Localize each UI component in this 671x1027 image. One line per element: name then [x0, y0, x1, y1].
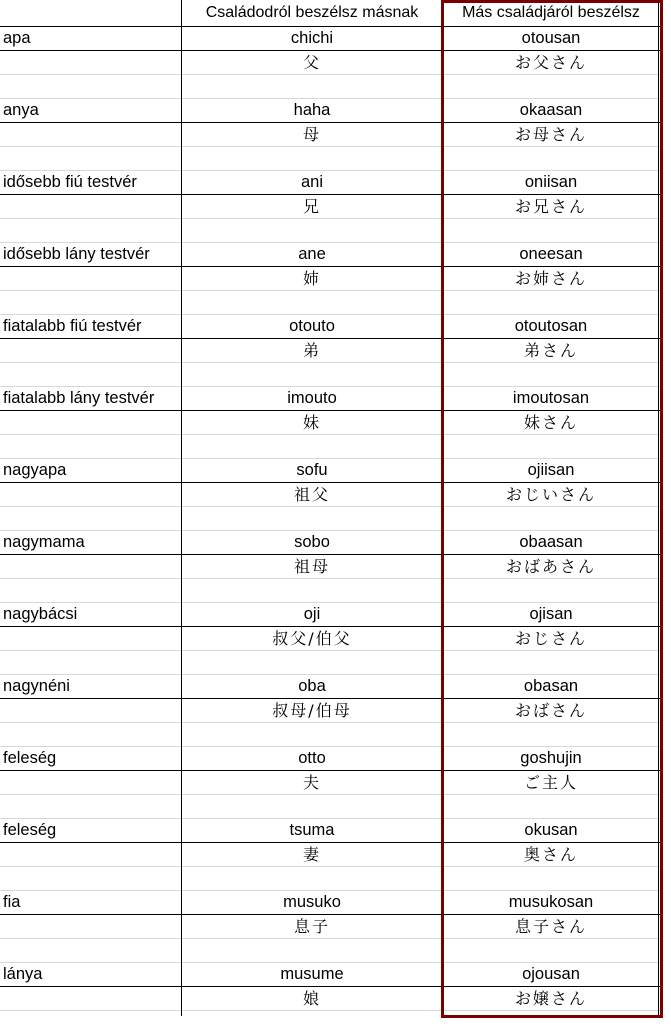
empty-cell[interactable]: [3, 75, 179, 98]
own-family-kanji[interactable]: 弟: [302, 341, 321, 360]
empty-cell[interactable]: [3, 507, 179, 530]
empty-cell[interactable]: [3, 915, 179, 938]
own-family-romaji[interactable]: tsuma: [289, 821, 335, 839]
empty-cell[interactable]: [3, 771, 179, 794]
own-family-romaji[interactable]: ane: [298, 245, 326, 263]
header-own-family[interactable]: Családodról beszélsz másnak: [205, 4, 419, 21]
own-family-kanji[interactable]: 妹: [302, 413, 321, 432]
own-family-kanji[interactable]: 兄: [302, 197, 321, 216]
own-family-romaji[interactable]: sofu: [296, 461, 328, 479]
other-family-romaji[interactable]: oneesan: [519, 245, 583, 263]
relation-label[interactable]: nagyapa: [3, 461, 67, 479]
other-family-kanji[interactable]: お父さん: [514, 53, 587, 72]
empty-cell[interactable]: [182, 651, 442, 674]
other-family-kanji[interactable]: おじさん: [514, 629, 587, 648]
other-family-romaji[interactable]: oniisan: [524, 173, 578, 191]
empty-cell[interactable]: [182, 291, 442, 314]
relation-label[interactable]: apa: [3, 29, 31, 47]
other-family-kanji[interactable]: 奥さん: [523, 845, 578, 864]
empty-cell[interactable]: [182, 219, 442, 242]
relation-label[interactable]: fiatalabb lány testvér: [3, 389, 155, 407]
empty-cell[interactable]: [3, 699, 179, 722]
relation-label[interactable]: fia: [3, 893, 21, 911]
own-family-kanji[interactable]: 姉: [302, 269, 321, 288]
relation-label[interactable]: idősebb fiú testvér: [3, 173, 137, 191]
other-family-kanji[interactable]: 妹さん: [523, 413, 578, 432]
empty-cell[interactable]: [182, 579, 442, 602]
own-family-romaji[interactable]: chichi: [290, 29, 334, 47]
other-family-kanji[interactable]: お姉さん: [514, 269, 587, 288]
relation-label[interactable]: nagybácsi: [3, 605, 78, 623]
own-family-romaji[interactable]: ani: [300, 173, 324, 191]
other-family-romaji[interactable]: imoutosan: [512, 389, 590, 407]
other-family-romaji[interactable]: okaasan: [519, 101, 583, 119]
empty-cell[interactable]: [182, 435, 442, 458]
empty-cell[interactable]: [3, 435, 179, 458]
other-family-romaji[interactable]: otousan: [521, 29, 581, 47]
other-family-kanji[interactable]: ご主人: [523, 773, 578, 792]
own-family-kanji[interactable]: 母: [302, 125, 321, 144]
relation-label[interactable]: lánya: [3, 965, 43, 983]
own-family-kanji[interactable]: 息子: [293, 917, 330, 936]
own-family-romaji[interactable]: imouto: [287, 389, 337, 407]
empty-cell[interactable]: [182, 939, 442, 962]
other-family-romaji[interactable]: ojisan: [529, 605, 573, 623]
relation-label[interactable]: idősebb lány testvér: [3, 245, 150, 263]
own-family-kanji[interactable]: 父: [302, 53, 321, 72]
relation-label[interactable]: feleség: [3, 749, 57, 767]
other-family-romaji[interactable]: otoutosan: [514, 317, 588, 335]
other-family-kanji[interactable]: 弟さん: [523, 341, 578, 360]
empty-cell[interactable]: [3, 795, 179, 818]
own-family-kanji[interactable]: 叔父/伯父: [272, 629, 352, 648]
empty-cell[interactable]: [3, 195, 179, 218]
other-family-kanji[interactable]: お兄さん: [514, 197, 587, 216]
own-family-romaji[interactable]: haha: [293, 101, 331, 119]
empty-cell[interactable]: [3, 651, 179, 674]
other-family-kanji[interactable]: おばあさん: [505, 557, 596, 576]
own-family-romaji[interactable]: musume: [280, 965, 344, 983]
other-family-kanji[interactable]: おじいさん: [505, 485, 596, 504]
own-family-romaji[interactable]: otto: [298, 749, 326, 767]
relation-label[interactable]: feleség: [3, 821, 57, 839]
empty-cell[interactable]: [182, 363, 442, 386]
empty-cell[interactable]: [3, 363, 179, 386]
empty-cell[interactable]: [3, 147, 179, 170]
header-other-family[interactable]: Más családjáról beszélsz: [462, 4, 640, 21]
empty-cell[interactable]: [3, 219, 179, 242]
other-family-kanji[interactable]: おばさん: [514, 701, 587, 720]
empty-cell[interactable]: [182, 867, 442, 890]
other-family-romaji[interactable]: ojiisan: [527, 461, 575, 479]
other-family-romaji[interactable]: ojousan: [522, 965, 580, 983]
empty-cell[interactable]: [3, 843, 179, 866]
own-family-kanji[interactable]: 祖父: [293, 485, 330, 504]
own-family-romaji[interactable]: oji: [303, 605, 321, 623]
other-family-kanji[interactable]: お嬢さん: [514, 989, 587, 1008]
relation-label[interactable]: fiatalabb fiú testvér: [3, 317, 142, 335]
empty-cell[interactable]: [3, 987, 179, 1010]
other-family-romaji[interactable]: goshujin: [520, 749, 582, 767]
empty-cell[interactable]: [182, 147, 442, 170]
empty-cell[interactable]: [3, 867, 179, 890]
other-family-romaji[interactable]: obaasan: [519, 533, 583, 551]
header-col1[interactable]: [3, 0, 179, 26]
other-family-romaji[interactable]: musukosan: [508, 893, 594, 911]
empty-cell[interactable]: [3, 51, 179, 74]
empty-cell[interactable]: [182, 795, 442, 818]
other-family-romaji[interactable]: okusan: [524, 821, 578, 839]
empty-cell[interactable]: [3, 339, 179, 362]
empty-cell[interactable]: [3, 123, 179, 146]
relation-label[interactable]: nagymama: [3, 533, 85, 551]
own-family-kanji[interactable]: 夫: [302, 773, 321, 792]
empty-cell[interactable]: [3, 555, 179, 578]
empty-cell[interactable]: [3, 579, 179, 602]
empty-cell[interactable]: [182, 507, 442, 530]
own-family-kanji[interactable]: 妻: [302, 845, 321, 864]
empty-cell[interactable]: [3, 411, 179, 434]
empty-cell[interactable]: [3, 483, 179, 506]
own-family-kanji[interactable]: 叔母/伯母: [272, 701, 352, 720]
own-family-kanji[interactable]: 娘: [302, 989, 321, 1008]
own-family-romaji[interactable]: musuko: [283, 893, 341, 911]
highlight-frame-other-family: [441, 0, 663, 1018]
column-divider: [181, 0, 182, 1016]
empty-cell[interactable]: [182, 75, 442, 98]
other-family-kanji[interactable]: お母さん: [514, 125, 587, 144]
own-family-romaji[interactable]: sobo: [294, 533, 330, 551]
relation-label[interactable]: anya: [3, 101, 39, 119]
empty-cell[interactable]: [3, 291, 179, 314]
own-family-romaji[interactable]: otouto: [289, 317, 335, 335]
empty-cell[interactable]: [3, 627, 179, 650]
relation-label[interactable]: nagynéni: [3, 677, 70, 695]
empty-cell[interactable]: [3, 723, 179, 746]
empty-cell[interactable]: [3, 939, 179, 962]
own-family-romaji[interactable]: oba: [298, 677, 326, 695]
empty-cell[interactable]: [182, 723, 442, 746]
other-family-kanji[interactable]: 息子さん: [514, 917, 587, 936]
other-family-romaji[interactable]: obasan: [523, 677, 579, 695]
own-family-kanji[interactable]: 祖母: [293, 557, 330, 576]
empty-cell[interactable]: [3, 267, 179, 290]
